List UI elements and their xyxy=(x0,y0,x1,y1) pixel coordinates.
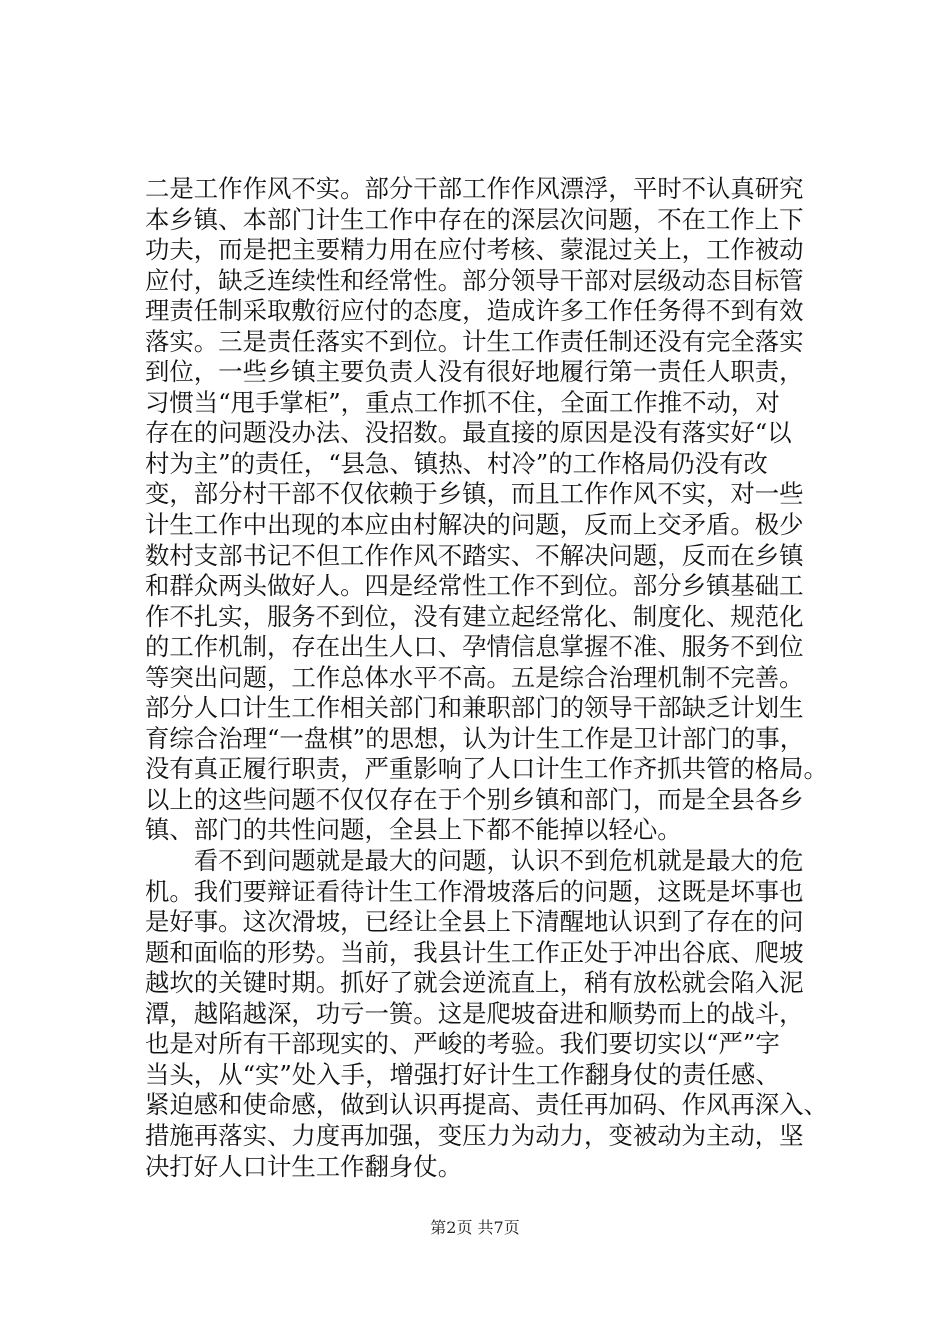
text-line: 决打好人口计生工作翻身仗。 xyxy=(145,1151,463,1181)
text-line: 机。我们要辩证看待计生工作滑坡落后的问题，这既是坏事也 xyxy=(145,876,804,906)
text-line: 和群众两头做好人。四是经常性工作不到位。部分乡镇基础工 xyxy=(145,571,804,601)
text-line: 习惯当“甩手掌柜”，重点工作抓不住，全面工作推不动，对 xyxy=(145,387,780,417)
text-line: 变，部分村干部不仅依赖于乡镇，而且工作作风不实，对一些 xyxy=(145,479,804,509)
text-line: 育综合治理“一盘棋”的思想，认为计生工作是卫计部门的事， xyxy=(145,723,805,753)
text-line: 功夫，而是把主要精力用在应付考核、蒙混过关上，工作被动 xyxy=(145,235,804,265)
page-footer: 第2页 共7页 xyxy=(430,1218,520,1237)
text-line: 也是对所有干部现实的、严峻的考验。我们要切实以“严”字 xyxy=(145,1029,780,1059)
text-line: 作不扎实，服务不到位，没有建立起经常化、制度化、规范化 xyxy=(145,601,804,631)
text-line: 本乡镇、本部门计生工作中存在的深层次问题，不在工作上下 xyxy=(145,204,804,234)
text-line: 越坎的关键时期。抓好了就会逆流直上，稍有放松就会陷入泥 xyxy=(145,968,804,998)
text-line: 潭，越陷越深，功亏一篑。这是爬坡奋进和顺势而上的战斗， xyxy=(145,998,804,1028)
text-line: 的工作机制，存在出生人口、孕情信息掌握不准、服务不到位 xyxy=(145,632,804,662)
text-line: 题和面临的形势。当前，我县计生工作正处于冲出谷底、爬坡 xyxy=(145,937,804,967)
text-line: 等突出问题，工作总体水平不高。五是综合治理机制不完善。 xyxy=(145,662,804,692)
text-line: 应付，缺乏连续性和经常性。部分领导干部对层级动态目标管 xyxy=(145,265,804,295)
text-line: 到位，一些乡镇主要负责人没有很好地履行第一责任人职责， xyxy=(145,357,804,387)
text-line: 没有真正履行职责，严重影响了人口计生工作齐抓共管的格局。 xyxy=(145,754,828,784)
text-line: 当头，从“实”处入手，增强打好计生工作翻身仗的责任感、 xyxy=(145,1059,780,1089)
body-text xyxy=(145,174,828,1182)
text-line: 部分人口计生工作相关部门和兼职部门的领导干部缺乏计划生 xyxy=(145,693,804,723)
text-line: 看不到问题就是最大的问题，认识不到危机就是最大的危 xyxy=(145,846,804,876)
text-line: 二是工作作风不实。部分干部工作作风漂浮，平时不认真研究 xyxy=(145,174,804,203)
text-line: 镇、部门的共性问题，全县上下都不能掉以轻心。 xyxy=(145,815,682,845)
text-line: 数村支部书记不但工作作风不踏实、不解决问题，反而在乡镇 xyxy=(145,540,804,570)
text-line: 是好事。这次滑坡，已经让全县上下清醒地认识到了存在的问 xyxy=(145,907,804,937)
text-line: 以上的这些问题不仅仅存在于个别乡镇和部门，而是全县各乡 xyxy=(145,784,804,814)
text-line: 紧迫感和使命感，做到认识再提高、责任再加码、作风再深入、 xyxy=(145,1090,828,1120)
text-line: 措施再落实、力度再加强，变压力为动力，变被动为主动，坚 xyxy=(145,1120,804,1150)
text-line: 村为主”的责任，“县急、镇热、村冷”的工作格局仍没有改 xyxy=(145,448,768,478)
text-line: 落实。三是责任落实不到位。计生工作责任制还没有完全落实 xyxy=(145,326,804,356)
text-line: 理责任制采取敷衍应付的态度，造成许多工作任务得不到有效 xyxy=(145,296,804,326)
text-line: 计生工作中出现的本应由村解决的问题，反而上交矛盾。极少 xyxy=(145,510,804,540)
text-line: 存在的问题没办法、没招数。最直接的原因是没有落实好“以 xyxy=(145,418,792,448)
